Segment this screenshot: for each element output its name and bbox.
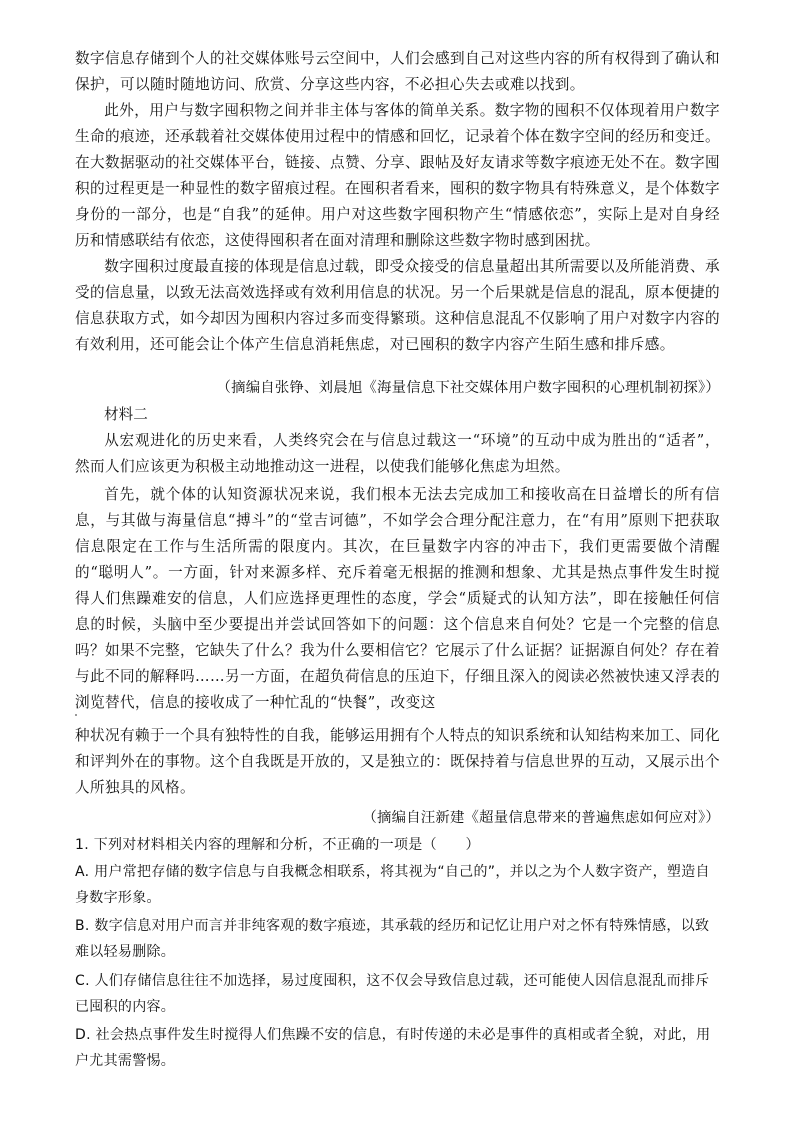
option-c: C. 人们存储信息往往不加选择，易过度囤积，这不仅会导致信息过载，还可能使人因信息混乱而排斥已囤积的内容。 [75,973,710,1015]
material2-paragraph-2-continued: 种状况有赖于一个具有独特性的自我，能够运用拥有个人特点的知识系统和认知结构来加工、同化和评判外在的事物。这个自我既是开放的，又是独立的：既保持着与信息世界的互动，又展示出个人所独具的风格。 [75,727,720,796]
material2-source: （摘编自汪新建《超量信息带来的普遍焦虑如何应对》） [362,810,720,826]
question-stem: 1. 下列对材料相关内容的理解和分析，不正确的一项是（ ） [75,837,480,853]
option-b: B. 数字信息对用户而言并非纯客观的数字痕迹，其承载的经历和记忆让用户对之怀有特殊情感，以致难以轻易删除。 [75,918,710,960]
material2-paragraph-1: 从宏观进化的历史来看，人类终究会在与信息过载这一“环境”的互动中成为胜出的“适者”，然而人们应该更为积极主动地推动这一进程，以使我们能够化焦虑为坦然。 [75,432,720,475]
option-d: D. 社会热点事件发生时搅得人们焦躁不安的信息，有时传递的未必是事件的真相或者全貌，对此，用户尤其需警惕。 [75,1027,711,1069]
option-a: A. 用户常把存储的数字信息与自我概念相联系，将其视为“自己的”，并以之为个人数字资产，塑造自身数字形象。 [75,864,710,906]
material1-source: （摘编自张铮、刘晨旭《海量信息下社交媒体用户数字囤积的心理机制初探》） [216,380,720,396]
material2-label: 材料二 [104,406,148,423]
material2-paragraph-2: 首先，就个体的认知资源状况来说，我们根本无法去完成加工和接收高在日益增长的所有信息，与其做与海量信息“搏斗”的“堂吉诃德”，不如学会合理分配注意力，在“有用”原则下把获取信息限定在工作与生活所需的限度内。其次，在巨量数字内容的冲击下，我们更需要做个清醒的“聪明人”。一方面，针对来源多样、充斥着毫无根据的推测和想象、尤其是热点事件发生时搅得人们焦躁难安的信息，人们应选择更理性的态度，学会“质疑式的认知方法”，即在接触任何信息的时候，头脑中至少要提出并尝试回答如下的问题：这个信息来自何处？它是一个完整的信息吗？如果不完整，它缺失了什么？我为什么要相信它？它展示了什么证据？证据源自何处？存在着与此不同的解释吗……另一方面，在超负荷信息的压迫下，仔细且深入的阅读必然被快速又浮表的浏览替代，信息的接收成了一种忙乱的“快餐”，改变这 [75,486,720,711]
scan-dot [75,714,77,716]
material1-paragraph-1: 此外，用户与数字囤积物之间并非主体与客体的简单关系。数字物的囤积不仅体现着用户数字生命的痕迹，还承载着社交媒体使用过程中的情感和回忆，记录着个体在数字空间的经历和变迁。在大数据驱动的社交媒体平台，链接、点赞、分享、跟帖及好友请求等数字痕迹无处不在。数字囤积的过程更是一种显性的数字留痕过程。在囤积者看来，囤积的数字物具有特殊意义，是个体数字身份的一部分，也是“自我”的延伸。用户对这些数字囤积物产生“情感依恋”，实际上是对自身经历和情感联结有依恋，这使得囤积者在面对清理和删除这些数字物时感到困扰。 [75,102,720,249]
material1-paragraph-0: 数字信息存储到个人的社交媒体账号云空间中，人们会感到自己对这些内容的所有权得到了确认和保护，可以随时随地访问、欣赏、分享这些内容，不必担心失去或难以找到。 [75,50,720,93]
material1-paragraph-2: 数字囤积过度最直接的体现是信息过载，即受众接受的信息量超出其所需要以及所能消费、承受的信息量，以致无法高效选择或有效利用信息的状况。另一个后果就是信息的混乱，原本便捷的信息获取方式，如今却因为囤积内容过多而变得繁琐。这种信息混乱不仅影响了用户对数字内容的有效利用，还可能会让个体产生信息消耗焦虑，对已囤积的数字内容产生陌生感和排斥感。 [75,258,720,353]
